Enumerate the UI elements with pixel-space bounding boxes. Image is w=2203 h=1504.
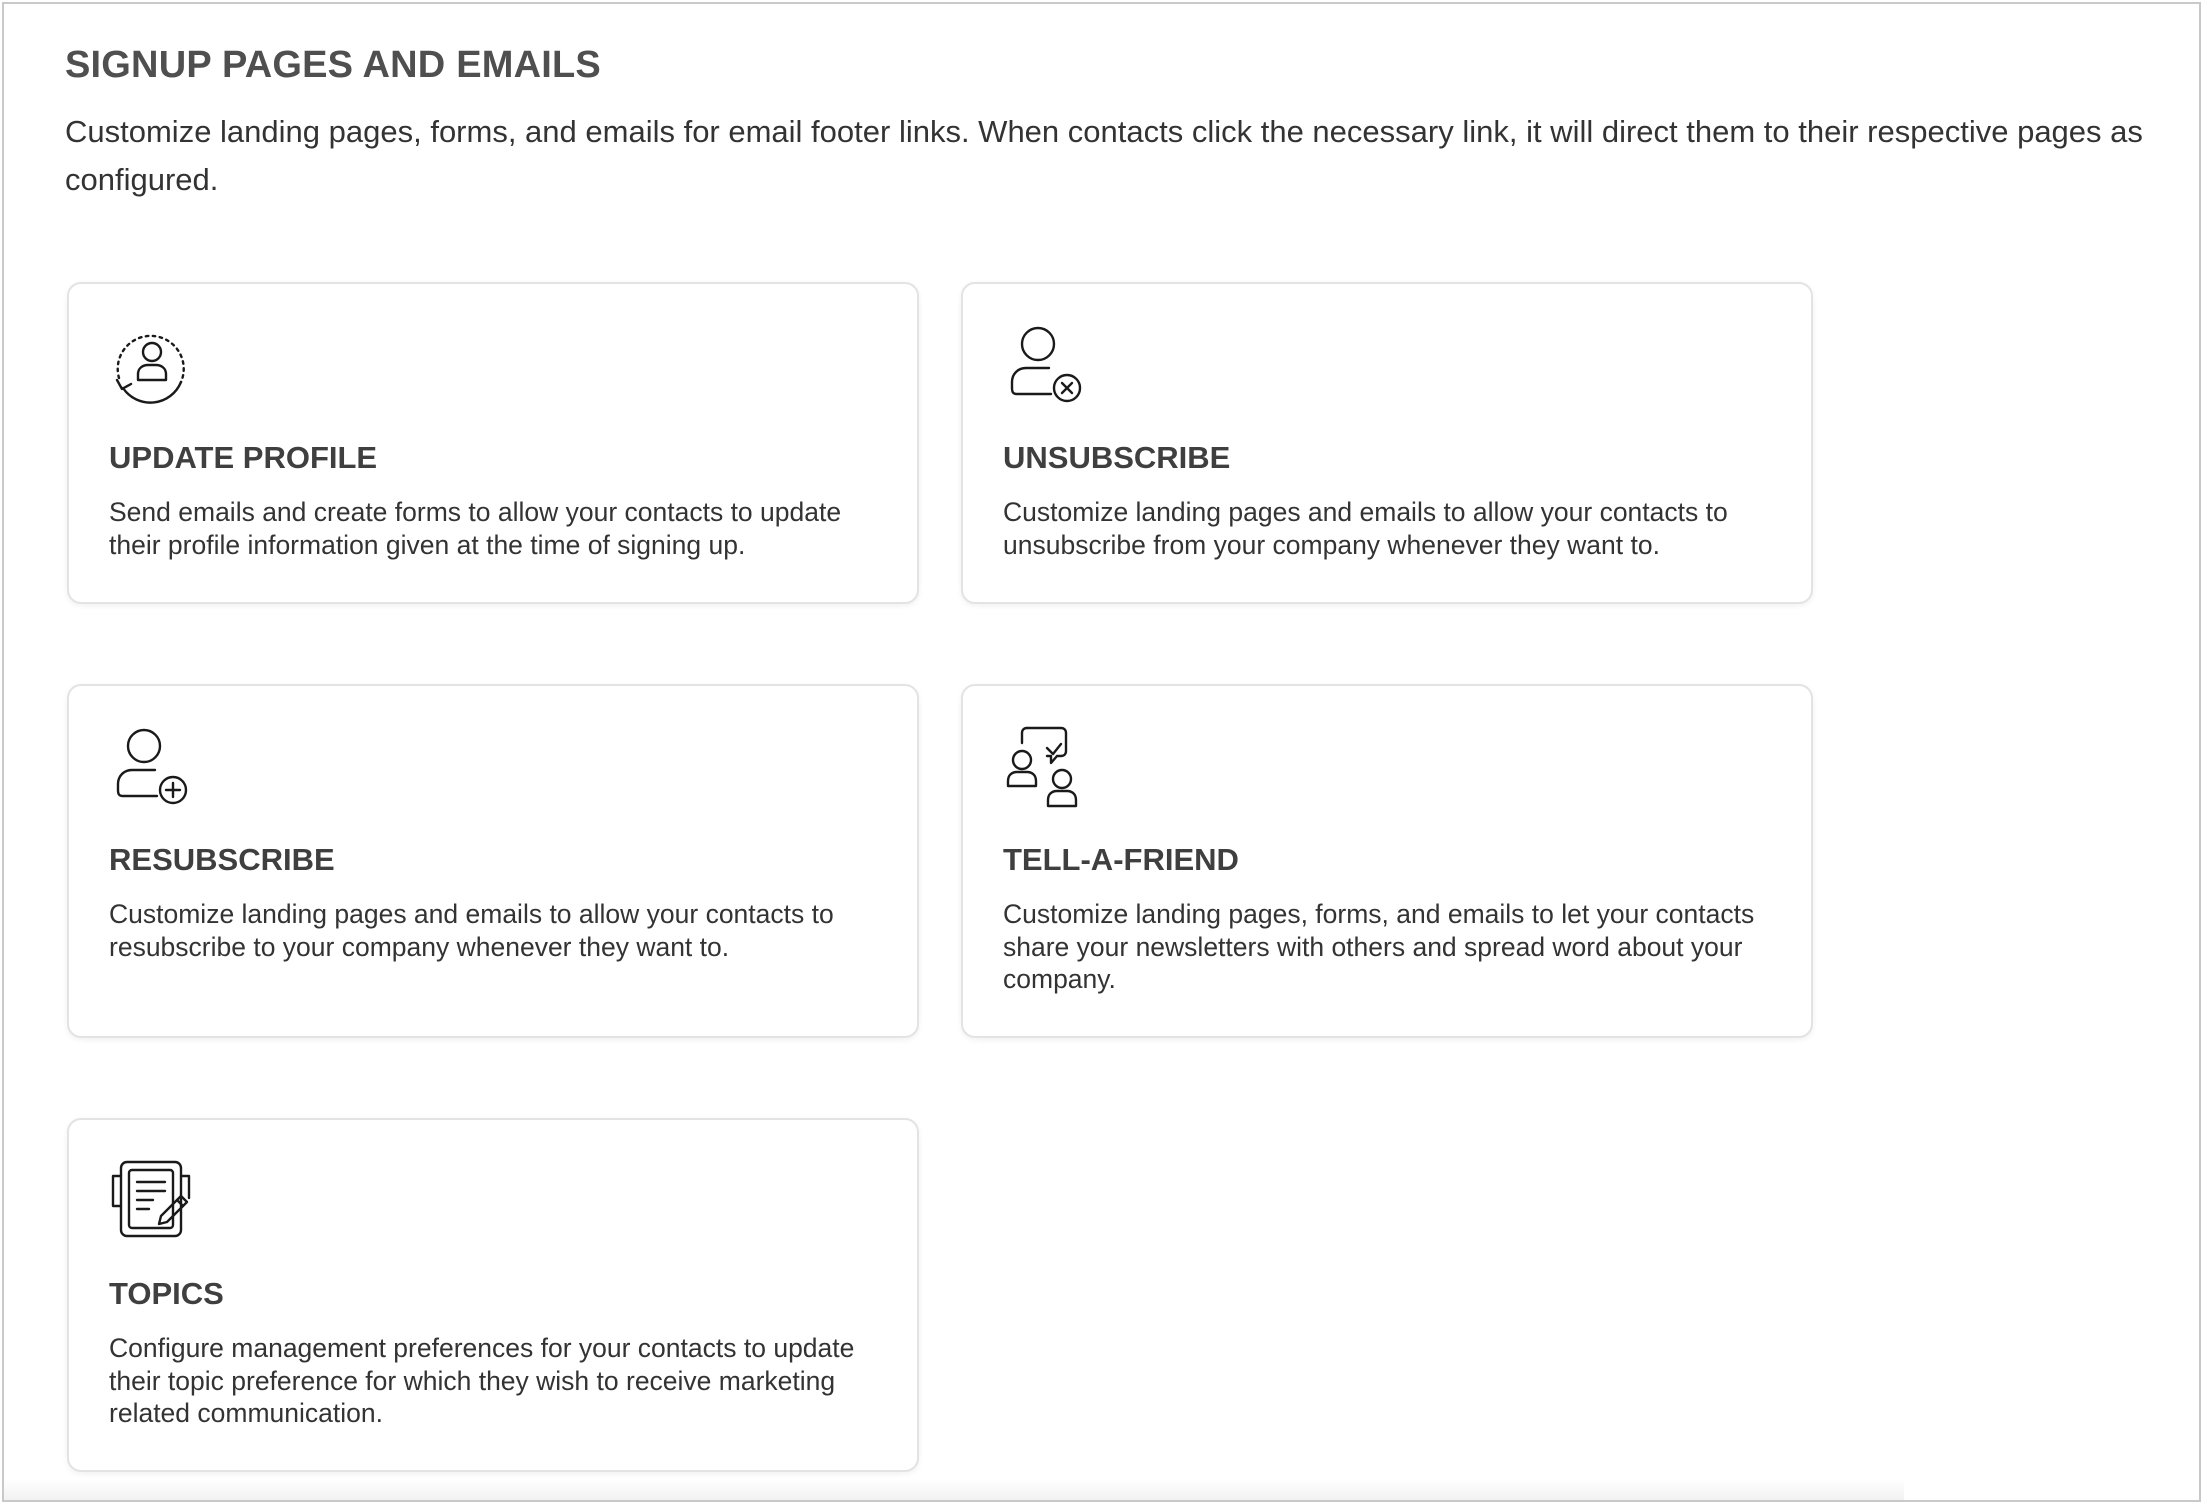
topics-icon (109, 1158, 195, 1244)
topics-card[interactable] (67, 1118, 919, 1472)
update-profile-icon (109, 322, 195, 408)
update-profile-card[interactable] (67, 282, 919, 604)
page-title: SIGNUP PAGES AND EMAILS (65, 44, 601, 86)
card-title: TOPICS (109, 1276, 224, 1311)
unsubscribe-icon (1003, 322, 1089, 408)
resubscribe-icon (109, 724, 195, 810)
unsubscribe-card[interactable] (961, 282, 1813, 604)
bottom-scroll-fade (4, 1480, 1904, 1500)
card-description: Customize landing pages and emails to allow your contacts to resubscribe to your company whenever they want to. (109, 899, 834, 962)
signup-pages-panel (2, 2, 2201, 1502)
page-description: Customize landing pages, forms, and emails for email footer links. When contacts click the necessary link, it will direct them to their respective pages as configured. (65, 114, 2143, 197)
resubscribe-card[interactable] (67, 684, 919, 1038)
tell-a-friend-icon (1003, 724, 1089, 810)
card-title: RESUBSCRIBE (109, 842, 335, 877)
card-description: Send emails and create forms to allow your contacts to update their profile information given at the time of signing up. (109, 497, 842, 560)
card-title: UNSUBSCRIBE (1003, 440, 1231, 475)
card-description: Configure management preferences for your contacts to update their topic preference for which they wish to receive marketing related communication. (109, 1333, 855, 1428)
tell-a-friend-card[interactable] (961, 684, 1813, 1038)
card-description: Customize landing pages and emails to allow your contacts to unsubscribe from your company whenever they want to. (1003, 497, 1728, 560)
card-title: TELL-A-FRIEND (1003, 842, 1239, 877)
card-description: Customize landing pages, forms, and emails to let your contacts share your newsletters with others and spread word about your company. (1003, 899, 1755, 994)
card-title: UPDATE PROFILE (109, 440, 378, 475)
